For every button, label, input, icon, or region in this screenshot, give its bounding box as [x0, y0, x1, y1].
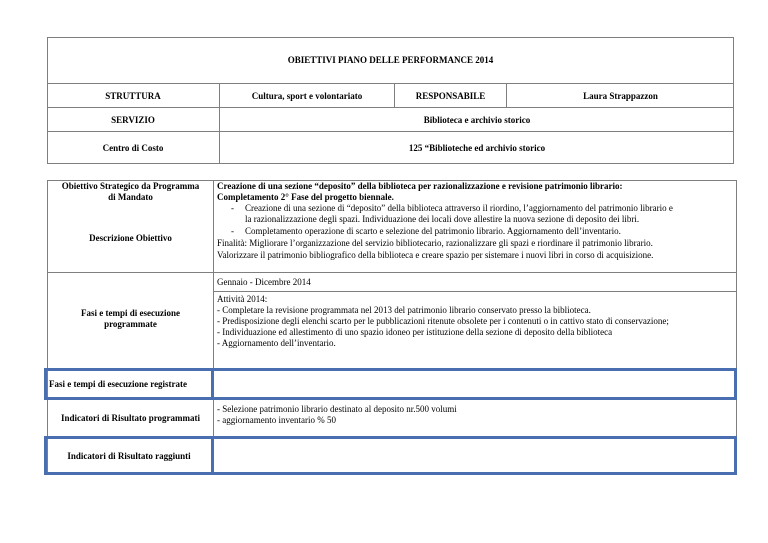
phases-label: Fasi e tempi di esecuzione programmate — [81, 308, 180, 329]
responsabile-value: Laura Strappazzon — [583, 90, 658, 101]
programmed-indicators-value: - Selezione patrimonio librario destinato al deposito nr.500 volumi - aggiornamento inventario % 50 — [217, 404, 457, 425]
struttura-value: Cultura, sport e volontariato — [251, 90, 363, 101]
centro-di-costo-label: Centro di Costo — [102, 143, 164, 153]
objective-title: Creazione di una sezione “deposito” della biblioteca per razionalizzazione e revisione patrimonio librario: Completamento 2° Fase del progetto biennale. — [217, 181, 623, 202]
page-title: OBIETTIVI PIANO DELLE PERFORMANCE 2014 — [287, 55, 494, 65]
achieved-indicators-value — [216, 439, 732, 472]
struttura-label: STRUTTURA — [105, 90, 161, 101]
achieved-indicators-label: Indicatori di Risultato raggiunti — [67, 450, 191, 461]
phases-activities: Attività 2014: - Completare la revisione programmata nel 2013 del patrimonio librario conservato presso la biblioteca. - Predisposizione degli elenchi scarto per le pubblicazioni ritenute obsolete per i contenuti o in cattivo stato di conservazione; - Individuazione ed allestimento di uno spazio idoneo per istituzione della sezione di deposito della biblioteca - Aggiornamento dell’inventario. — [217, 294, 669, 348]
description-label: Descrizione Obiettivo — [89, 232, 172, 243]
servizio-value: Biblioteca e archivio storico — [423, 114, 531, 125]
phases-period: Gennaio - Dicembre 2014 — [217, 277, 311, 287]
centro-di-costo-value: 125 “Biblioteche ed archivio storico — [408, 143, 546, 153]
description-valorizzare: Valorizzare il patrimonio bibliografico della biblioteca e creare spazio per sistemare i nuovi libri in corso di acquisizione. — [217, 250, 654, 260]
programmed-indicators-label: Indicatori di Risultato programmati — [60, 413, 201, 423]
responsabile-label: RESPONSABILE — [415, 90, 486, 101]
description-finalita: Finalità: Migliorare l’organizzazione del servizio bibliotecario, razionalizzare gli spazi e riordinare il patrimonio librario. — [217, 238, 653, 248]
description-bullet-2: - Completamento operazione di scarto e selezione del patrimonio librario. Aggiornamento dell’inventario. — [231, 226, 621, 236]
registered-phases-label: Fasi e tempi di esecuzione registrate — [49, 378, 188, 389]
description-bullet-1: - Creazione di una sezione di “deposito” della biblioteca attraverso il riordino, l’aggiornamento del patrimonio librario e la razionalizzazione degli spazi. Individuazione dei locali dove allestire la nuova sezione di deposito dei libri. — [231, 203, 673, 224]
strategic-objective-label: Obiettivo Strategico da Programma di Mandato — [61, 181, 200, 202]
servizio-label: SERVIZIO — [111, 114, 155, 125]
registered-phases-value — [216, 371, 732, 397]
